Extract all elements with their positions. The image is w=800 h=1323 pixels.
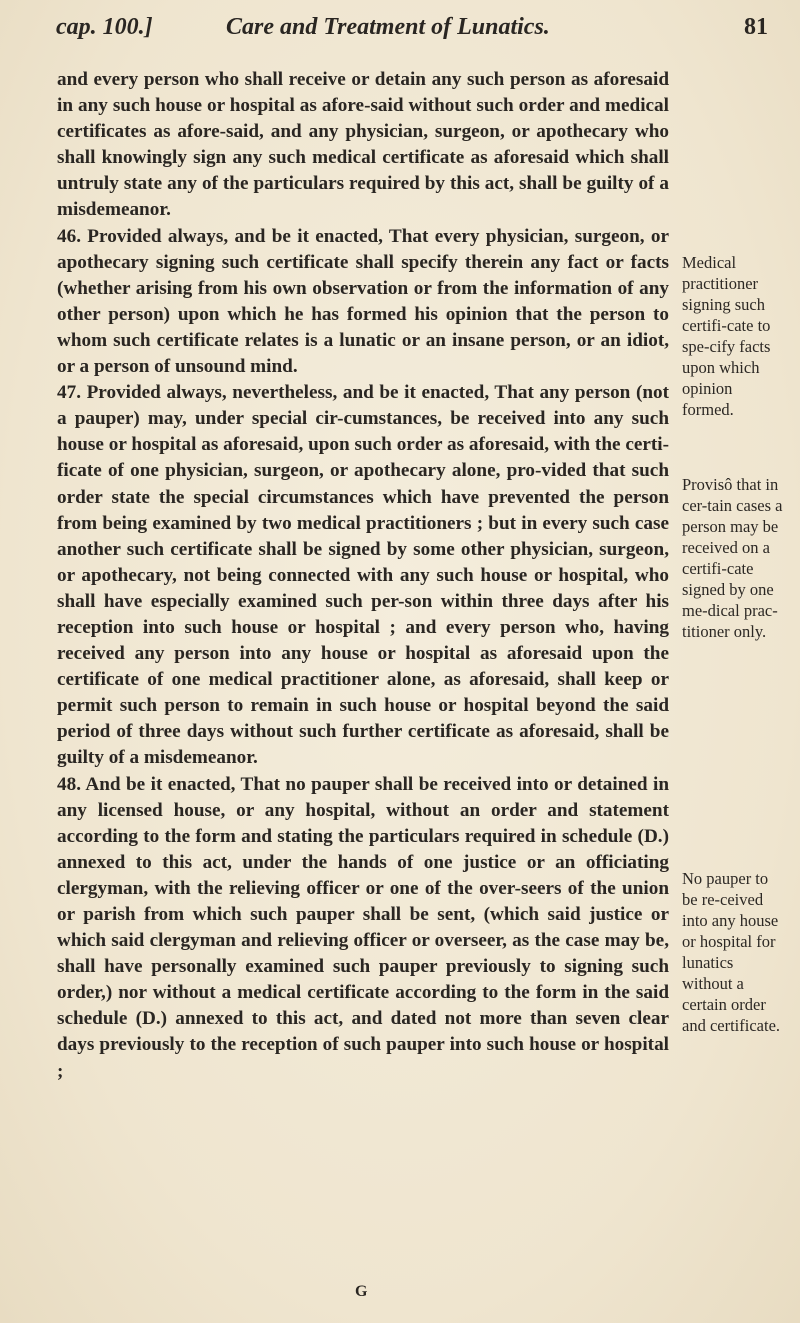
margin-note-section-47: Provisô that in cer-tain cases a person may be received on a certifi-cate signed by one me-dical prac-titioner only. <box>682 475 783 641</box>
running-title: Care and Treatment of Lunatics. <box>226 14 550 40</box>
paragraph-section-46: 46. Provided always, and be it enacted, That every physician, surgeon, or apothecary signing such certificate shall specify therein any fact or facts (whether arising from his own observation or from the information of any other person) upon which he has formed his opinion that the person to whom such certificate relates is a lunatic or an insane person, or an idiot, or a person of unsound mind. <box>57 225 669 378</box>
chapter-reference: cap. 100.] <box>56 14 153 40</box>
paragraph-continuation: and every person who shall receive or detain any such person as aforesaid in any such house or hospital as afore-said without such order and medical certificates as afore-said, and any physician, surgeon, or apothecary who shall knowingly sign any such medical certificate as aforesaid which shall untruly state any of the particulars required by this act, shall be guilty of a misdemeanor. <box>57 69 669 221</box>
running-header <box>56 14 768 50</box>
margin-note-section-46: Medical practitioner signing such certifi-cate to spe-cify facts upon which opinion formed. <box>682 253 771 419</box>
paragraph-section-47: 47. Provided always, nevertheless, and be it enacted, That any person (not a pauper) may, under special cir-cumstances, be received into any such house or hospital as aforesaid, upon such order as aforesaid, with the certi-ficate of one physician, surgeon, or apothecary alone, pro-vided that such order state the special circumstances which have prevented the person from being examined by two medical practitioners ; but in every such case another such certificate shall be signed by some other physician, surgeon, or apothecary, not being connected with any such house or hospital, who shall have especially examined such per-son within three days after his reception into such house or hospital ; and every person who, having received any person into any house or hospital as aforesaid upon the certificate of one medical practitioner alone, as aforesaid, shall keep or permit such person to remain in such house or hospital beyond the said period of three days without such further certificate as aforesaid, shall be guilty of a misdemeanor. <box>57 382 669 769</box>
margin-note-section-48: No pauper to be re-ceived into any house or hospital for lunatics without a certain order and certificate. <box>682 869 781 1035</box>
paragraph-section-48: 48. And be it enacted, That no pauper shall be received into or detained in any licensed house, or any hospital, without an order and statement according to the form and stating the particulars required in schedule (D.) annexed to this act, under the hands of one justice or an officiating clergyman, with the relieving officer or one of the over-seers of the union or parish from which such pauper shall be sent, (which said justice or which said clergyman and relieving officer or overseer, as the case may be, shall have personally examined such pauper previously to signing such order,) nor without a medical certificate according to the form in the said schedule (D.) annexed to this act, and dated not more than seven clear days previously to the reception of such pauper into such house or hospital ; <box>57 773 669 1082</box>
signature-mark: G <box>355 1283 368 1300</box>
page-number: 81 <box>744 14 768 40</box>
main-text <box>57 67 669 1085</box>
